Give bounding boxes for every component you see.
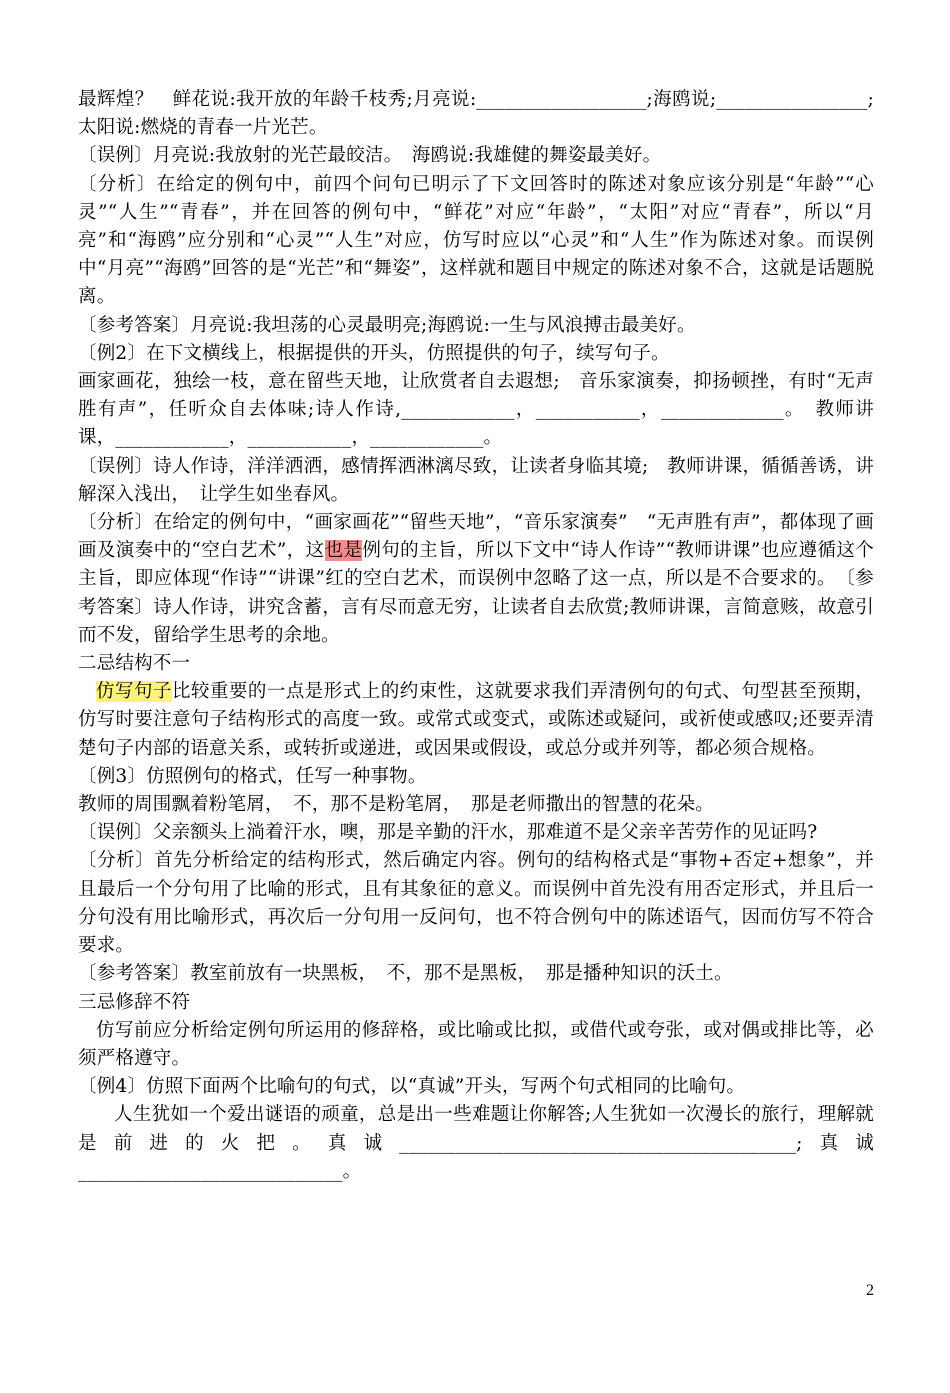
paragraph-example4-body: 人生犹如一个爱出谜语的顽童，总是出一些难题让你解答;人生犹如一次漫长的旅行，理解就是前进的火把。真诚__________________________________________;真诚____________________________。 xyxy=(78,1104,874,1182)
paragraph-example2-body: 画家画花，独绘一枝，意在留些天地，让欣赏者自去遐想; 音乐家演奏，抑扬顿挫，有时“无声胜有声”，任听众自去体味;诗人作诗,____________，___________，_____________。 教师讲课，____________，___________，____________。 xyxy=(78,371,874,449)
paragraph-example2-title: 〔例2〕在下文横线上，根据提供的开头，仿照提供的句子，续写句子。 xyxy=(78,342,670,364)
paragraph-example3-body: 教师的周围飘着粉笔屑， 不，那不是粉笔屑， 那是老师撒出的智慧的花朵。 xyxy=(78,794,715,816)
section-heading-3: 三忌修辞不符 xyxy=(78,991,191,1013)
paragraph-example1-question: 最辉煌？ 鲜花说:我开放的年龄千枝秀;月亮说:__________________;海鸥说;________________; 太阳说:燃烧的青春一片光芒。 xyxy=(78,89,893,139)
paragraph-wrong-example-2: 〔误例〕诗人作诗，洋洋洒洒，感情挥洒淋漓尽致，让读者身临其境; 教师讲课，循循善诱，讲解深入浅出， 让学生如坐春风。 xyxy=(78,455,874,505)
paragraph-example3-title: 〔例3〕仿照例句的格式，任写一种事物。 xyxy=(78,765,427,787)
analysis-2-part-b: 例句的主旨，所以下文中“诗人作诗”“教师讲课”也应遵循这个主旨，即应体现“作诗”“讲课”红的空白艺术，而误例中忽略了这一点，所以是不合要求的。 〔参考答案〕诗人作诗，讲究含蓄，言有尽而意无穷，让读者自去欣赏;教师讲课，言简意赅，故意引而不发，留给学生思考的余地。 xyxy=(78,540,874,646)
analysis-2-part-a: 〔分析〕在给定的例句中，“画家画花”“留些天地”，“音乐家演奏” “无声胜有声”，都体现了画画及演奏中的“空白艺术”，这 xyxy=(78,512,874,562)
highlight-red: 也是 xyxy=(324,540,363,562)
paragraph-analysis-2 xyxy=(78,509,874,650)
paragraph-wrong-example-1: 〔误例〕月亮说:我放射的光芒最皎洁。 海鸥说:我雄健的舞姿最美好。 xyxy=(78,145,662,167)
paragraph-answer-3: 〔参考答案〕教室前放有一块黑板， 不，那不是黑板， 那是播种知识的沃土。 xyxy=(78,963,733,985)
paragraph-example4-title: 〔例4〕仿照下面两个比喻句的句式，以“真诚”开头，写两个句式相同的比喻句。 xyxy=(78,1076,746,1098)
section-heading-2: 二忌结构不一 xyxy=(78,653,191,675)
paragraph-wrong-example-3: 〔误例〕父亲额头上淌着汗水，噢，那是辛勤的汗水，那难道不是父亲辛苦劳作的见证吗? xyxy=(78,822,818,844)
paragraph-analysis-1: 〔分析〕在给定的例句中，前四个问句已明示了下文回答时的陈述对象应该分别是“年龄”“心灵”“人生”“青春”，并在回答的例句中，“鲜花”对应“年龄”，“太阳”对应“青春”，所以“月亮”和“海鸥”应分别和“心灵”“人生”对应，仿写时应以“心灵”和“人生”作为陈述对象。而误例中“月亮”“海鸥”回答的是“光芒”和“舞姿”，这样就和题目中规定的陈述对象不合，这就是话题脱离。 xyxy=(78,173,874,308)
paragraph-answer-1: 〔参考答案〕月亮说:我坦荡的心灵最明亮;海鸥说:一生与风浪搏击最美好。 xyxy=(78,314,696,336)
structure-intro-text: 比较重要的一点是形式上的约束性，这就要求我们弄清例句的句式、句型甚至预期，仿写时要注意句子结构形式的高度一致。或常式或变式，或陈述或疑问，或祈使或感叹;还要弄清楚句子内部的语意关系，或转折或递进，或因果或假设，或总分或并列等，都必须合规格。 xyxy=(78,681,874,759)
paragraph-structure-intro xyxy=(78,678,874,763)
highlight-yellow: 仿写句子 xyxy=(96,681,172,703)
paragraph-rhetoric-intro: 仿写前应分析给定例句所运用的修辞格，或比喻或比拟，或借代或夸张，或对偶或排比等，必须严格遵守。 xyxy=(78,1019,874,1069)
paragraph-analysis-3: 〔分析〕首先分析给定的结构形式，然后确定内容。例句的结构格式是“事物+否定+想象”，并且最后一个分句用了比喻的形式，且有其象征的意义。而误例中首先没有用否定形式，并且后一分句没有用比喻形式，再次后一分句用一反问句，也不符合例句中的陈述语气，因而仿写不符合要求。 xyxy=(78,850,874,957)
document-page xyxy=(78,86,893,1186)
page-number: 2 xyxy=(866,1282,874,1299)
